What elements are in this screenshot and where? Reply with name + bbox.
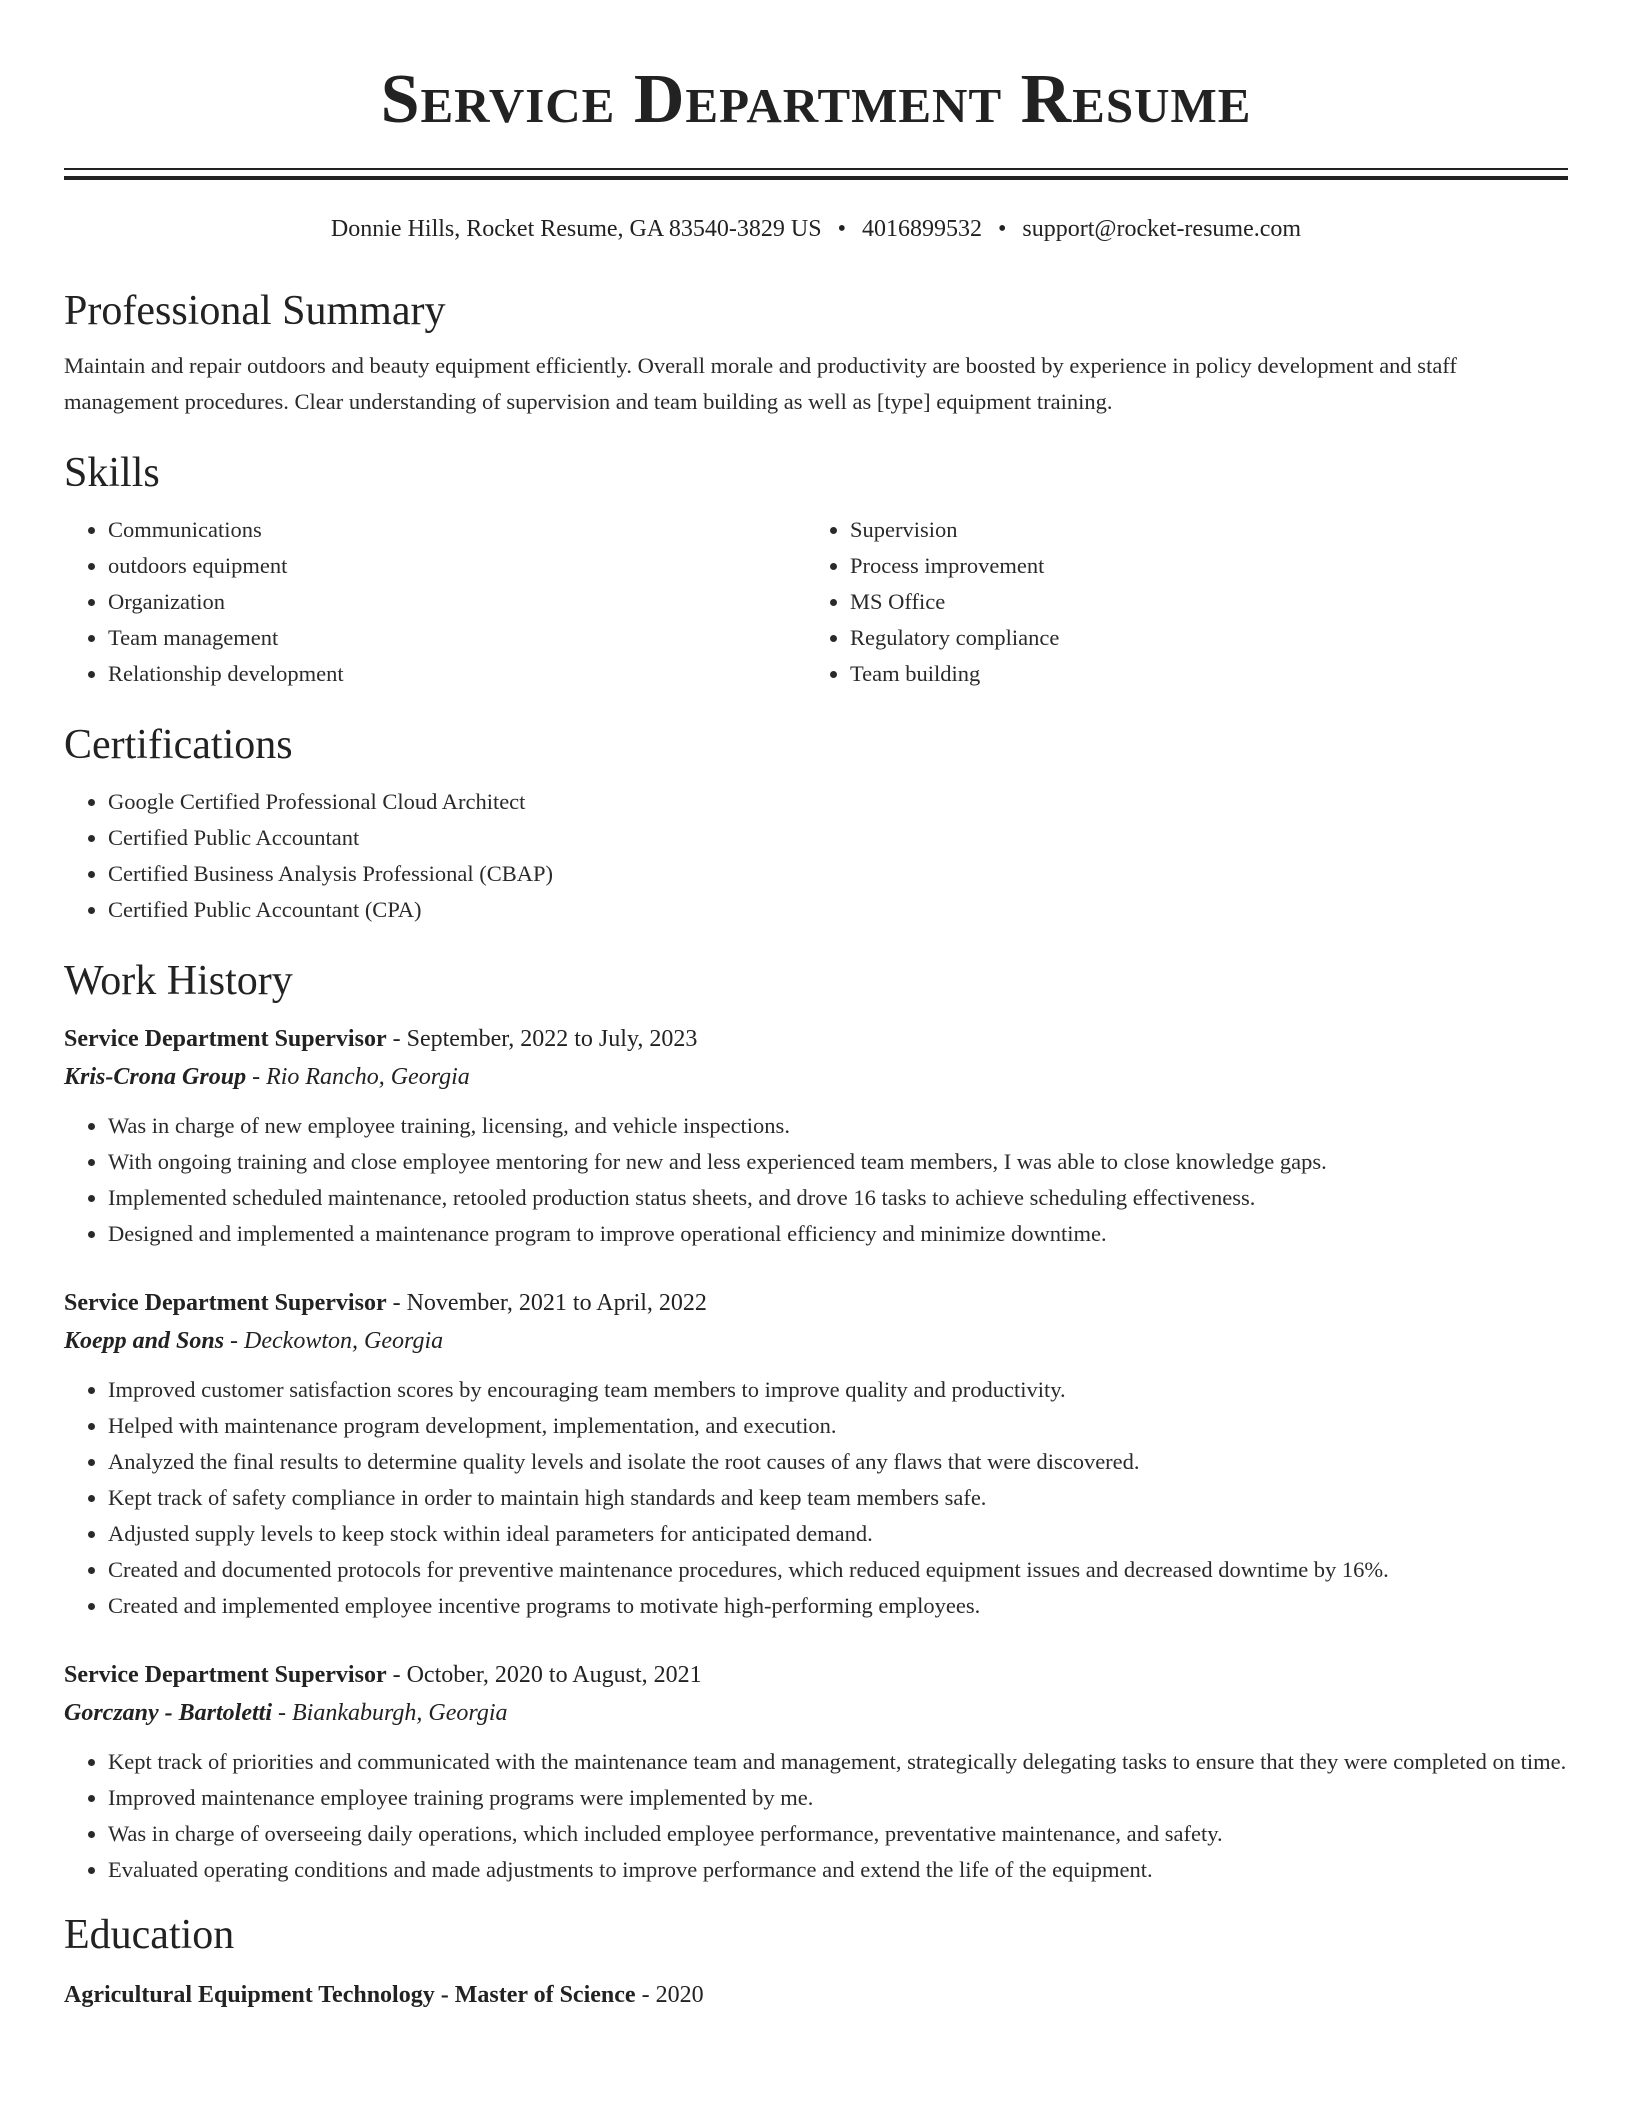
resume-page — [64, 0, 1568, 2014]
skill-item: • Organization — [108, 584, 806, 620]
certification-item: • Certified Business Analysis Professional (CBAP) — [108, 856, 1568, 892]
skill-item: • Supervision — [850, 512, 1548, 548]
skills-heading: Skills — [64, 450, 160, 496]
work-history-heading: Work History — [64, 958, 293, 1004]
job-location: Deckowton, Georgia — [244, 1328, 444, 1354]
summary-heading: Professional Summary — [64, 288, 446, 334]
education-degree-line: Agricultural Equipment Technology - Master of Science — [64, 1982, 636, 2008]
job-company-line: Gorczany - Bartoletti - Biankaburgh, Georgia — [64, 1700, 508, 1726]
skill-item: • Process improvement — [850, 548, 1548, 584]
job-bullet: • Was in charge of new employee training, licensing, and vehicle inspections. — [108, 1108, 1568, 1144]
skill-item: • Communications — [108, 512, 806, 548]
job-bullet: • Evaluated operating conditions and made adjustments to improve performance and extend the life of the equipment. — [108, 1852, 1568, 1888]
contact-address: Donnie Hills, Rocket Resume, GA 83540-3829 US — [330, 216, 822, 242]
job-company: Kris-Crona Group — [64, 1064, 247, 1090]
education-entry: Agricultural Equipment Technology - Master of Science - 2020 — [64, 1982, 704, 2008]
job-bullet: • Created and documented protocols for preventive maintenance procedures, which reduced equipment issues and decreased downtime by 16%. — [108, 1552, 1568, 1588]
job-bullet: • Helped with maintenance program development, implementation, and execution. — [108, 1408, 1568, 1444]
job-title-line: Service Department Supervisor - October, 2020 to August, 2021 — [64, 1662, 702, 1688]
contact-email: support@rocket-resume.com — [1022, 216, 1302, 242]
job-dates: September, 2022 to July, 2023 — [406, 1026, 698, 1052]
job-location: Rio Rancho, Georgia — [266, 1064, 470, 1090]
job-bullet: • Designed and implemented a maintenance program to improve operational efficiency and minimize downtime. — [108, 1216, 1568, 1252]
job-bullet: • Kept track of priorities and communicated with the maintenance team and management, strategically delegating tasks to ensure that they were completed on time. — [108, 1744, 1568, 1780]
job-dates: October, 2020 to August, 2021 — [406, 1662, 702, 1688]
contact-separator: • — [837, 216, 846, 242]
job-entry — [64, 1284, 1568, 1624]
skill-item: • Team management — [108, 620, 806, 656]
job-bullets — [64, 1744, 1568, 1888]
education-heading: Education — [64, 1912, 235, 1958]
certification-item: • Certified Public Accountant (CPA) — [108, 892, 1568, 928]
job-bullet: • Implemented scheduled maintenance, retooled production status sheets, and drove 16 tasks to achieve scheduling effectiveness. — [108, 1180, 1568, 1216]
job-entry — [64, 1656, 1568, 1888]
certification-item: • Google Certified Professional Cloud Architect — [108, 784, 1568, 820]
job-entry — [64, 1020, 1568, 1252]
job-company: Gorczany - Bartoletti — [64, 1700, 272, 1726]
summary-text: Maintain and repair outdoors and beauty equipment efficiently. Overall morale and productivity are boosted by experience in policy development and staff management procedures. Clear understanding of supervision and team building as well as [type] equipment training. — [64, 353, 1457, 414]
skills-grid — [64, 512, 1568, 692]
resume-title: Service Department Resume — [380, 61, 1252, 138]
job-bullet: • Created and implemented employee incentive programs to motivate high-performing employees. — [108, 1588, 1568, 1624]
skills-list-right — [806, 512, 1548, 692]
title-divider-thick — [64, 176, 1568, 180]
job-title: Service Department Supervisor — [64, 1290, 387, 1316]
job-location: Biankaburgh, Georgia — [292, 1700, 508, 1726]
contact-phone: 4016899532 — [861, 216, 982, 242]
job-bullets — [64, 1108, 1568, 1252]
job-company-line: Koepp and Sons - Deckowton, Georgia — [64, 1328, 444, 1354]
contact-separator: • — [997, 216, 1007, 242]
job-title: Service Department Supervisor — [64, 1026, 387, 1052]
job-company-line: Kris-Crona Group - Rio Rancho, Georgia — [64, 1064, 470, 1090]
job-bullet: • Analyzed the final results to determine quality levels and isolate the root causes of any flaws that were discovered. — [108, 1444, 1568, 1480]
education-degree: Master of Science — [454, 1982, 636, 2008]
skills-column-left — [64, 512, 806, 692]
job-bullet: • Was in charge of overseeing daily operations, which included employee performance, preventative maintenance, and safety. — [108, 1816, 1568, 1852]
certifications-heading: Certifications — [64, 722, 293, 768]
job-bullet: • With ongoing training and close employee mentoring for new and less experienced team members, I was able to close knowledge gaps. — [108, 1144, 1568, 1180]
skills-list-left — [64, 512, 806, 692]
skill-item: • Team building — [850, 656, 1548, 692]
certifications-list — [64, 784, 1568, 928]
job-title-line: Service Department Supervisor - September, 2022 to July, 2023 — [64, 1026, 698, 1052]
education-field: Agricultural Equipment Technology — [64, 1982, 435, 2008]
skill-item: • MS Office — [850, 584, 1548, 620]
job-bullet: • Adjusted supply levels to keep stock within ideal parameters for anticipated demand. — [108, 1516, 1568, 1552]
job-title: Service Department Supervisor — [64, 1662, 387, 1688]
job-bullet: • Improved maintenance employee training programs were implemented by me. — [108, 1780, 1568, 1816]
skills-column-right — [806, 512, 1548, 692]
contact-line — [64, 214, 1568, 244]
job-bullets — [64, 1372, 1568, 1624]
skill-item: • Regulatory compliance — [850, 620, 1548, 656]
job-bullet: • Kept track of safety compliance in order to maintain high standards and keep team members safe. — [108, 1480, 1568, 1516]
job-dates: November, 2021 to April, 2022 — [406, 1290, 707, 1316]
job-company: Koepp and Sons — [64, 1328, 225, 1354]
job-title-line: Service Department Supervisor - November, 2021 to April, 2022 — [64, 1290, 707, 1316]
skill-item: • outdoors equipment — [108, 548, 806, 584]
education-year: 2020 — [655, 1982, 704, 2008]
title-divider-thin — [64, 168, 1568, 170]
certification-item: • Certified Public Accountant — [108, 820, 1568, 856]
skill-item: • Relationship development — [108, 656, 806, 692]
job-bullet: • Improved customer satisfaction scores by encouraging team members to improve quality and productivity. — [108, 1372, 1568, 1408]
